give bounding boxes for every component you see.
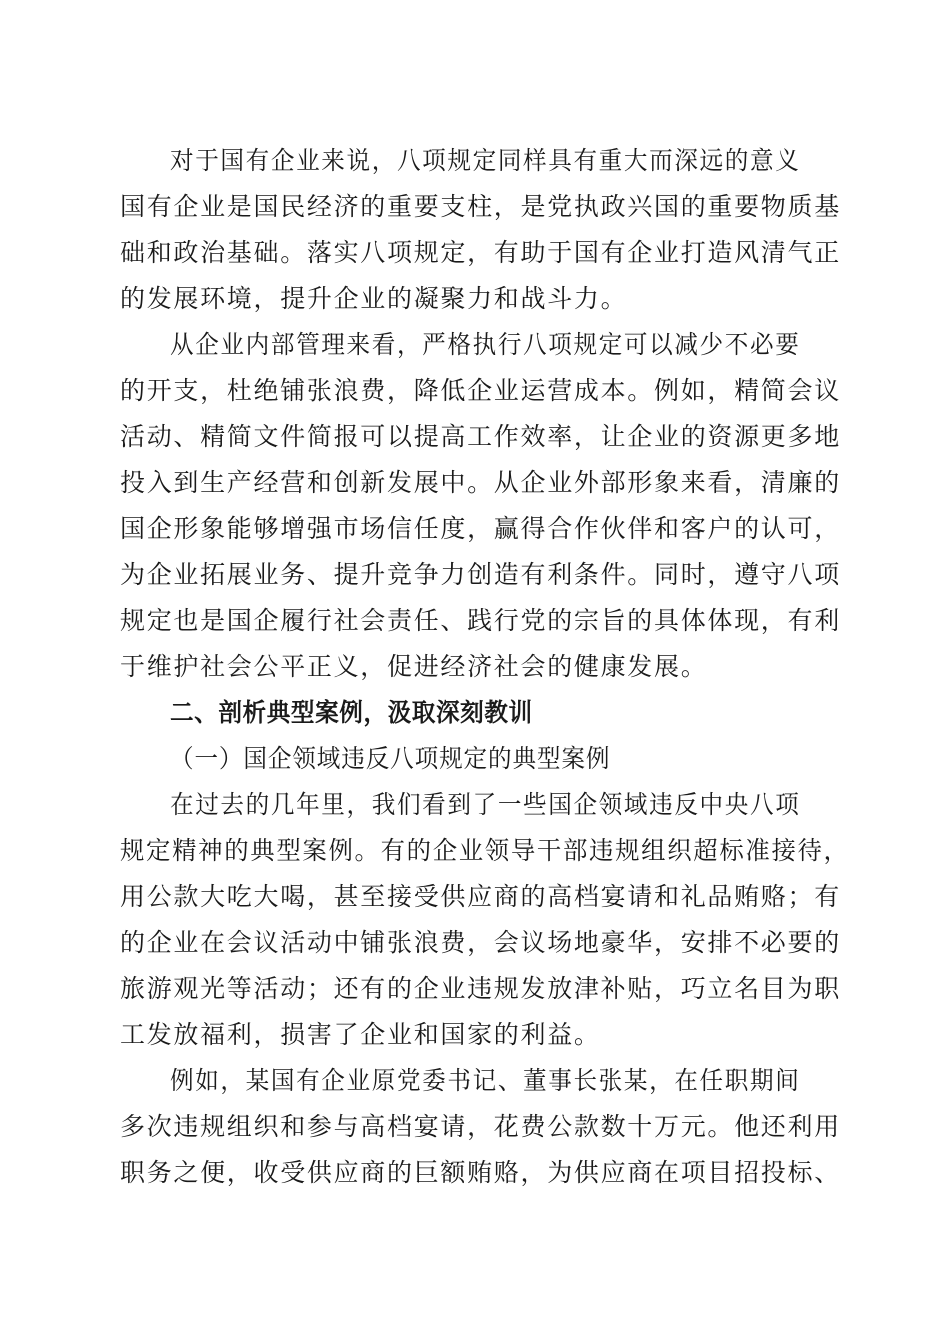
text-line: 的开支，杜绝铺张浪费，降低企业运营成本。例如，精简会议 [120, 376, 841, 405]
text-line: 对于国有企业来说，八项规定同样具有重大而深远的意义 [170, 146, 801, 175]
text-line: 职务之便，收受供应商的巨额贿赂，为供应商在项目招投标、 [120, 1158, 841, 1187]
text-line: 为企业拓展业务、提升竞争力创造有利条件。同时，遵守八项 [120, 560, 841, 589]
text-line: 规定精神的典型案例。有的企业领导干部违规组织超标准接待， [120, 836, 850, 865]
text-line: 在过去的几年里，我们看到了一些国企领域违反中央八项 [170, 790, 801, 819]
text-line: 规定也是国企履行社会责任、践行党的宗旨的具体体现，有利 [120, 606, 841, 635]
text-line: 投入到生产经营和创新发展中。从企业外部形象来看，清廉的 [120, 468, 841, 497]
text-line: 从企业内部管理来看，严格执行八项规定可以减少不必要 [170, 330, 801, 359]
text-line: 的企业在会议活动中铺张浪费，会议场地豪华，安排不必要的 [120, 928, 841, 957]
section-heading: 二、剖析典型案例，汲取深刻教训 [170, 698, 533, 727]
text-line: 活动、精简文件简报可以提高工作效率，让企业的资源更多地 [120, 422, 841, 451]
text-line: 例如，某国有企业原党委书记、董事长张某，在任职期间 [170, 1066, 801, 1095]
text-line: 国有企业是国民经济的重要支柱，是党执政兴国的重要物质基 [120, 192, 841, 221]
text-line: 础和政治基础。落实八项规定，有助于国有企业打造风清气正 [120, 238, 841, 267]
subsection-heading: （一）国企领域违反八项规定的典型案例 [170, 744, 611, 773]
text-line: 于维护社会公平正义，促进经济社会的健康发展。 [120, 652, 708, 681]
text-line: 国企形象能够增强市场信任度，赢得合作伙伴和客户的认可， [120, 514, 841, 543]
text-line: 旅游观光等活动；还有的企业违规发放津补贴，巧立名目为职 [120, 974, 841, 1003]
text-line: 工发放福利，损害了企业和国家的利益。 [120, 1020, 601, 1049]
text-line: 多次违规组织和参与高档宴请，花费公款数十万元。他还利用 [120, 1112, 841, 1141]
text-line: 的发展环境，提升企业的凝聚力和战斗力。 [120, 284, 628, 313]
text-line: 用公款大吃大喝，甚至接受供应商的高档宴请和礼品贿赂；有 [120, 882, 841, 911]
